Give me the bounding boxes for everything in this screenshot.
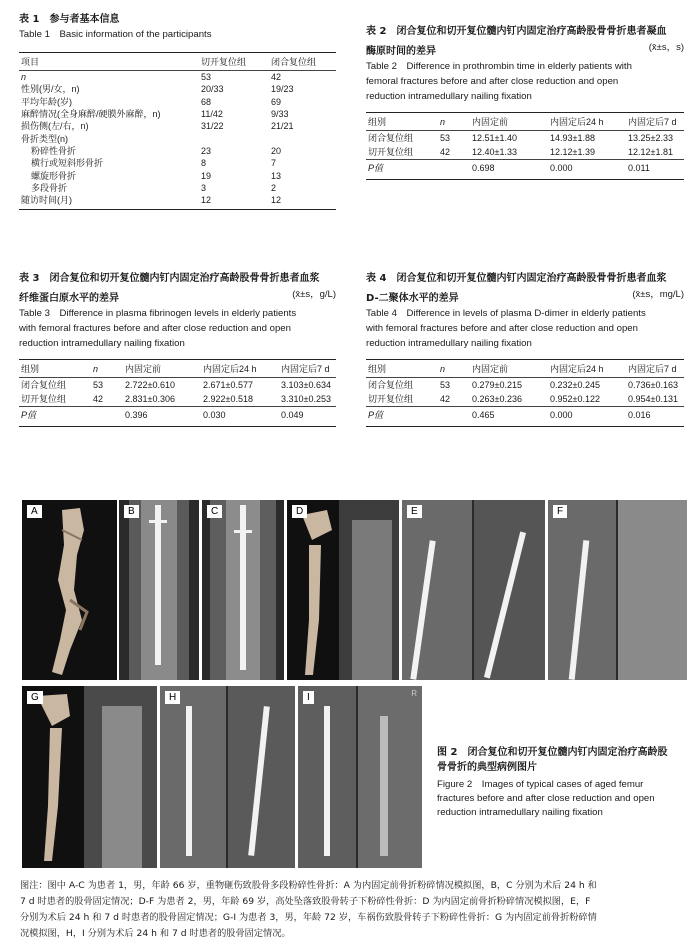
table-cell: 42 [93, 394, 104, 404]
figure-note-line-2: 7 d 时患者的股骨固定情况；D-F 为患者 2，男，年龄 69 岁，高处坠落致股骨转子下粉碎性骨折：D 为内固定前骨折粉碎情况模拟图，E，F [20, 896, 591, 907]
table-cell: 14.93±1.88 [550, 133, 595, 143]
row-label: 骨折类型(n) [21, 133, 68, 144]
panel-g [22, 686, 157, 868]
table2-header-cell: 内固定后24 h [550, 117, 604, 127]
table3-header-row [19, 360, 336, 378]
table-cell: 闭合复位组 [368, 133, 414, 143]
table1-header-cell: 切开复位组 [201, 57, 247, 67]
closed-reduction-value: 19/23 [271, 84, 294, 95]
table4-header-cell: 组别 [368, 364, 387, 374]
panel-h-xray-nail [160, 686, 295, 868]
table3 [19, 359, 336, 427]
table3-title-cn-2: 纤维蛋白原水平的差异 [19, 293, 119, 304]
table-cell: 闭合复位组 [368, 380, 414, 390]
figure-caption-cn-1: 图 2 闭合复位和切开复位髓内钉内固定治疗高龄股 [437, 747, 668, 758]
row-label: 随访时间(月) [21, 195, 72, 206]
table-cell: 0.952±0.122 [550, 394, 600, 404]
table3-title-cn-1: 表 3 闭合复位和切开复位髓内钉内固定治疗高龄股骨骨折患者血浆 [19, 273, 320, 284]
p-value-cell: 0.396 [123, 407, 201, 427]
table-row [19, 392, 336, 407]
p-value-cell: P值 [19, 407, 91, 427]
table4-title-en-2: with femoral fractures before and after close reduction and open [366, 323, 638, 334]
table2-title-cn-2: 酶原时间的差异 [366, 46, 436, 57]
table3-header-cell: 内固定后7 d [281, 364, 330, 374]
table2-header-cell: n [440, 116, 446, 127]
panel-a-label: A [27, 505, 42, 518]
figure-note-line-1: 图注：图中 A-C 为患者 1，男，年龄 66 岁，重物砸伤致股骨多段粉碎性骨折：A 为内固定前骨折粉碎情况模拟图，B，C 分别为术后 24 h 和 [20, 880, 597, 891]
table3-header-cell: n [93, 363, 99, 374]
table-cell: 3.103±0.634 [281, 380, 331, 390]
panel-c-label: C [207, 505, 222, 518]
p-value-cell [438, 407, 470, 427]
table-cell: 2.671±0.577 [203, 380, 253, 390]
table2-block [366, 24, 684, 180]
open-reduction-value [199, 132, 269, 144]
figure-caption-cn-2: 骨骨折的典型病例图片 [437, 762, 537, 773]
table3-header-cell: 内固定前 [125, 364, 162, 374]
figure-caption-en-1: Figure 2 Images of typical cases of aged femur [437, 779, 644, 790]
table-row [19, 169, 336, 181]
table1-header-cell: 闭合复位组 [271, 57, 317, 67]
row-label: 损伤侧(左/右，n) [21, 121, 89, 132]
table3-header-cell: 内固定后24 h [203, 364, 257, 374]
p-value-cell: P值 [366, 407, 438, 427]
panel-a-femur-3d-model [22, 500, 117, 680]
table2-header-cell: 内固定后7 d [628, 117, 677, 127]
p-value-cell: 0.016 [626, 407, 684, 427]
closed-reduction-value: 12 [271, 195, 282, 206]
p-value-cell: 0.049 [279, 407, 336, 427]
p-value-cell: 0.030 [201, 407, 279, 427]
table-cell: 3.310±0.253 [281, 394, 331, 404]
table-row [19, 157, 336, 169]
panel-f-xray-nail [548, 500, 687, 680]
table-cell: 42 [440, 147, 451, 157]
table-cell: 2.722±0.610 [125, 380, 175, 390]
figure-note-line-4: 况模拟图，H，I 分别为术后 24 h 和 7 d 时患者的股骨固定情况。 [20, 928, 291, 939]
open-reduction-value: 8 [201, 158, 207, 169]
panel-h-label: H [165, 691, 180, 704]
table4-header-cell: n [440, 363, 446, 374]
table-row [19, 120, 336, 132]
table2-stat-unit: (x̄±s，s) [648, 42, 684, 53]
table-row [19, 108, 336, 120]
table4-header-cell: 内固定后7 d [628, 364, 677, 374]
table2-title-en-3: reduction intramedullary nailing fixation [366, 91, 532, 102]
table4-header-cell: 内固定后24 h [550, 364, 604, 374]
p-value-cell: 0.698 [470, 160, 548, 180]
panel-h [160, 686, 295, 868]
table-row [19, 83, 336, 95]
table1-block [19, 12, 336, 210]
table-cell: 2.831±0.306 [125, 394, 175, 404]
row-label: 横行或短斜形骨折 [31, 158, 104, 169]
table4-title-cn-2: D-二聚体水平的差异 [366, 293, 459, 304]
closed-reduction-value: 42 [271, 72, 282, 83]
table3-title-en-1: Table 3 Difference in plasma fibrinogen levels in elderly patients [19, 308, 297, 319]
closed-reduction-value: 13 [271, 170, 282, 181]
p-value-cell [438, 160, 470, 180]
open-reduction-value: 3 [201, 182, 207, 193]
table2 [366, 112, 684, 180]
table-row [19, 378, 336, 393]
p-value-row [19, 407, 336, 427]
p-value-row [366, 160, 684, 180]
table4-stat-unit: (x̄±s，mg/L) [632, 289, 684, 300]
closed-reduction-value: 7 [271, 158, 277, 169]
table-cell: 13.25±2.33 [628, 133, 673, 143]
closed-reduction-value: 9/33 [271, 109, 289, 120]
open-reduction-value: 68 [201, 96, 212, 107]
panel-d-femur-3d-model [287, 500, 399, 680]
panel-e [402, 500, 545, 680]
open-reduction-value: 53 [201, 72, 212, 83]
table-cell: 53 [440, 133, 451, 143]
row-label: 麻醉情况(全身麻醉/硬膜外麻醉，n) [21, 109, 161, 120]
table-cell: 12.12±1.81 [628, 147, 673, 157]
figure-caption-en-2: fractures before and after close reduction and open [437, 793, 655, 804]
table-cell: 0.736±0.163 [628, 380, 678, 390]
figure-note-line-3: 分别为术后 24 h 和 7 d 时患者的股骨固定情况；G-I 为患者 3，男，年龄 72 岁，车祸伤致股骨转子下粉碎性骨折：G 为内固定前骨折粉碎情 [20, 912, 597, 923]
open-reduction-value: 23 [201, 145, 212, 156]
table4-header-row [366, 360, 684, 378]
table-row [366, 145, 684, 160]
p-value-cell: 0.000 [548, 407, 626, 427]
table3-title-en-3: reduction intramedullary nailing fixation [19, 338, 185, 349]
open-reduction-value: 31/22 [201, 121, 224, 132]
row-label: n [21, 72, 27, 83]
panel-b-xray-nail [119, 500, 199, 680]
table-cell: 0.954±0.131 [628, 394, 678, 404]
row-label: 多段骨折 [31, 182, 68, 193]
table1-header-cell: 项目 [21, 57, 40, 67]
table-cell: 12.51±1.40 [472, 133, 517, 143]
figure-note [20, 878, 690, 942]
table4-title-cn-1: 表 4 闭合复位和切开复位髓内钉内固定治疗高龄股骨骨折患者血浆 [366, 273, 667, 284]
table-row [19, 182, 336, 194]
open-reduction-value: 20/33 [201, 84, 224, 95]
table1-title-en: Table 1 Basic information of the participants [19, 29, 212, 40]
table4-block [366, 271, 684, 427]
panel-a [22, 500, 117, 680]
table-cell: 53 [93, 380, 104, 390]
table-row [366, 392, 684, 407]
table1-header-row [19, 53, 336, 71]
table2-header-cell: 内固定前 [472, 117, 509, 127]
p-value-cell [91, 407, 123, 427]
table-cell: 12.12±1.39 [550, 147, 595, 157]
table-cell: 0.279±0.215 [472, 380, 522, 390]
p-value-cell: P值 [366, 160, 438, 180]
table-row [19, 71, 336, 84]
row-label: 螺旋形骨折 [31, 170, 77, 181]
table2-title-cn-1: 表 2 闭合复位和切开复位髓内钉内固定治疗高龄股骨骨折患者凝血 [366, 26, 667, 37]
table-cell: 0.232±0.245 [550, 380, 600, 390]
panel-d-label: D [292, 505, 307, 518]
panel-d [287, 500, 399, 680]
figure-caption-en-3: reduction intramedullary nailing fixation [437, 807, 603, 818]
row-label: 性别(男/女，n) [21, 84, 80, 95]
closed-reduction-value: 20 [271, 145, 282, 156]
panel-g-label: G [27, 691, 43, 704]
panel-b [119, 500, 199, 680]
panel-i [298, 686, 422, 868]
p-value-cell: 0.000 [548, 160, 626, 180]
table4-title-en-1: Table 4 Difference in levels of plasma D-dimer in elderly patients [366, 308, 646, 319]
panel-i-label: I [303, 691, 314, 704]
closed-reduction-value [269, 132, 336, 144]
table-cell: 12.40±1.33 [472, 147, 517, 157]
table-row [19, 96, 336, 108]
closed-reduction-value: 2 [271, 182, 277, 193]
table2-header-cell: 组别 [368, 117, 387, 127]
panel-f-label: F [553, 505, 567, 518]
table-cell: 切开复位组 [368, 147, 414, 157]
table-cell: 切开复位组 [21, 394, 67, 404]
table-cell: 42 [440, 394, 451, 404]
table4-header-cell: 内固定前 [472, 364, 509, 374]
row-label: 平均年龄(岁) [21, 96, 72, 107]
panel-i-xray-nail [298, 686, 422, 868]
panel-e-label: E [407, 505, 422, 518]
table3-block [19, 271, 336, 427]
panel-g-femur-3d-model [22, 686, 157, 868]
panel-c [202, 500, 284, 680]
table3-title-en-2: with femoral fractures before and after close reduction and open [19, 323, 291, 334]
table-cell: 53 [440, 380, 451, 390]
row-label: 粉碎性骨折 [31, 145, 77, 156]
table-row [19, 145, 336, 157]
table-row [19, 194, 336, 210]
open-reduction-value: 11/42 [201, 109, 223, 120]
panel-i-r-marker: R [411, 689, 417, 698]
panel-e-xray-nail [402, 500, 545, 680]
table3-stat-unit: (x̄±s，g/L) [292, 289, 336, 300]
closed-reduction-value: 21/21 [271, 121, 294, 132]
closed-reduction-value: 69 [271, 96, 282, 107]
panel-c-xray-nail [202, 500, 284, 680]
table-row [366, 131, 684, 146]
table-cell: 闭合复位组 [21, 380, 67, 390]
table2-title-en-2: femoral fractures before and after close reduction and open [366, 76, 619, 87]
table3-header-cell: 组别 [21, 364, 40, 374]
p-value-row [366, 407, 684, 427]
table-row [366, 378, 684, 393]
open-reduction-value: 12 [201, 195, 212, 206]
table2-title-en-1: Table 2 Difference in prothrombin time in elderly patients with [366, 61, 632, 72]
open-reduction-value: 19 [201, 170, 212, 181]
table2-header-row [366, 113, 684, 131]
table1-title-cn: 表 1 参与者基本信息 [19, 14, 120, 25]
figure-2-caption [437, 745, 689, 820]
panel-b-label: B [124, 505, 139, 518]
panel-f [548, 500, 687, 680]
table1 [19, 52, 336, 210]
table4-title-en-3: reduction intramedullary nailing fixation [366, 338, 532, 349]
table-row [19, 132, 336, 144]
table-cell: 切开复位组 [368, 394, 414, 404]
table-cell: 0.263±0.236 [472, 394, 522, 404]
table4 [366, 359, 684, 427]
p-value-cell: 0.465 [470, 407, 548, 427]
table-cell: 2.922±0.518 [203, 394, 253, 404]
p-value-cell: 0.011 [626, 160, 684, 180]
